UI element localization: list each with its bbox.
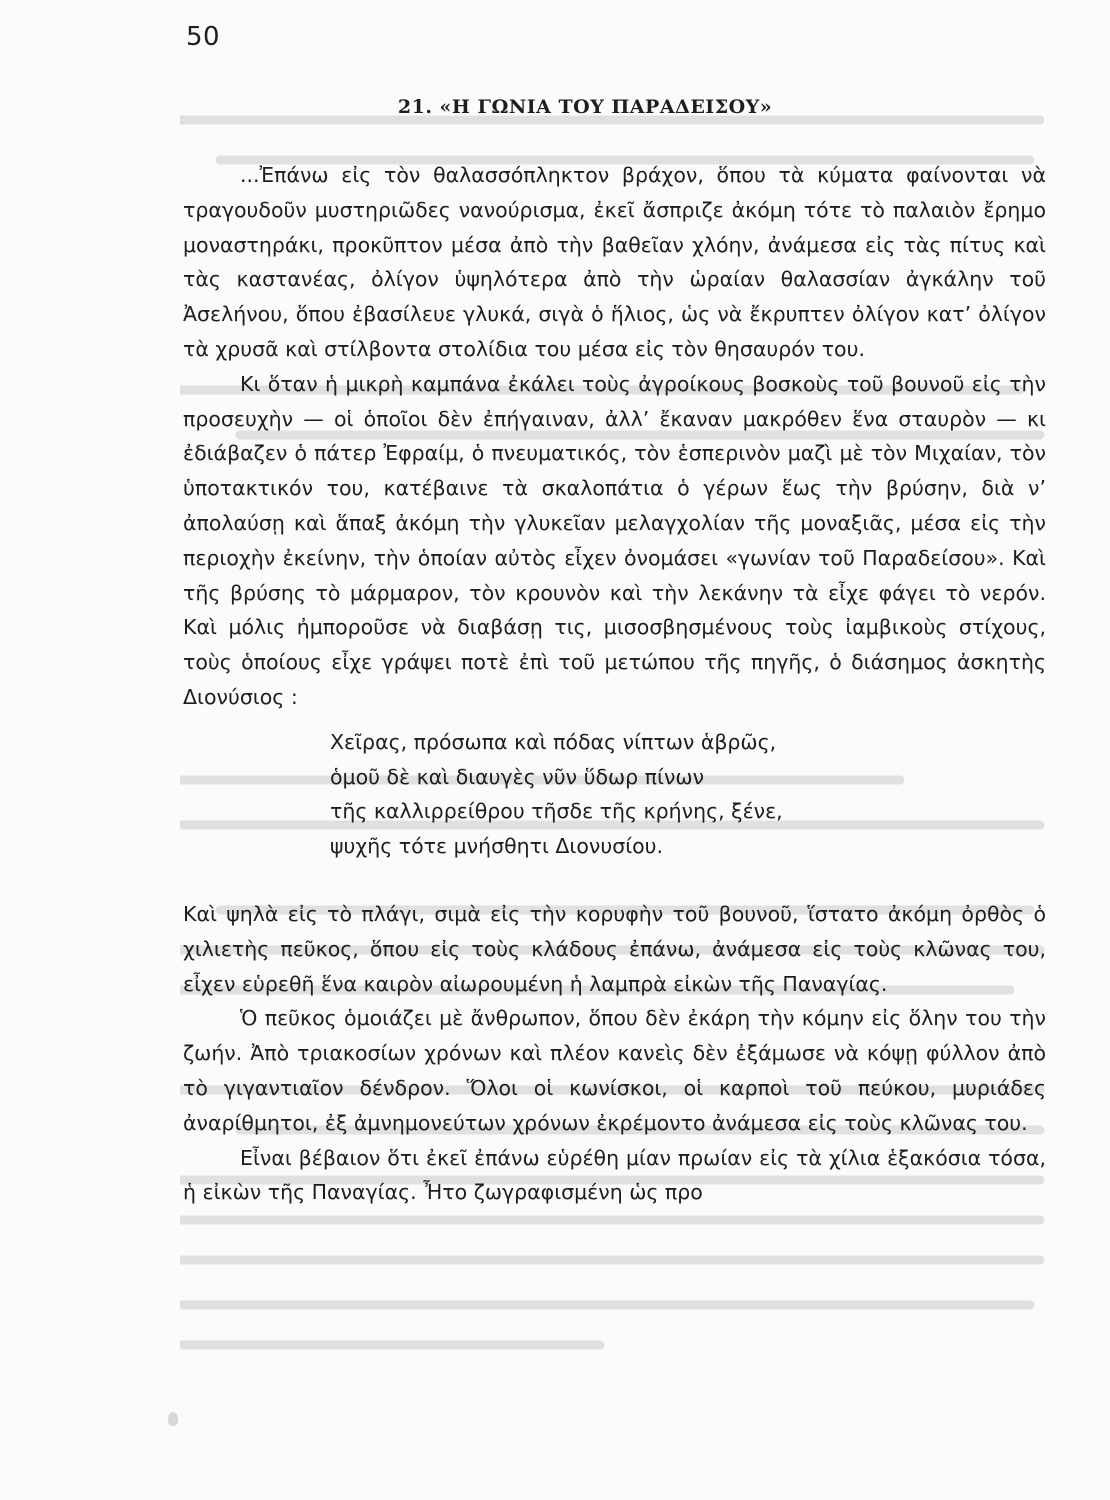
chapter-title: 21. «Η ΓΩΝΙΑ ΤΟΥ ΠΑΡΑΔΕΙΣΟΥ» [397, 96, 773, 118]
poem-line: ὁμοῦ δὲ καὶ διαυγὲς νῦν ὕδωρ πίνων [330, 764, 705, 789]
paragraph: ...Ἐπάνω εἰς τὸν θαλασσόπληκτον βράχον, ὅπου τὰ κύματα φαίνονται νὰ τραγουδοῦν μυστηριῶδες νανούρισμα, ἐκεῖ ἄσπριζε ἀκόμη τότε τὸ παλαιὸν ἔρημο μοναστηράκι, προκῦπτον μέσα ἀπὸ τὴν βαθεῖαν χλόην, ἀνάμεσα εἰς τὰς πίτυς καὶ τὰς καστανέας, ὀλίγον ὑψηλότερα ἀπὸ τὴν ὡραίαν θαλασσίαν ἀγκάλην τοῦ Ἀσελήνου, ὅπου ἐβασίλευε γλυκά, σιγὰ ὁ ἥλιος, ὡς νὰ ἔκρυπτεν ὀλίγον κατ’ ὀλίγον τὰ χρυσᾶ καὶ στίλβοντα στολίδια του μέσα εἰς τὸν θησαυρόν του. [183, 163, 1046, 361]
poem-line: ψυχῆς τότε μνήσθητι Διονυσίου. [330, 834, 664, 859]
paragraph: Κι ὅταν ἡ μικρὴ καμπάνα ἐκάλει τοὺς ἀγροίκους βοσκοὺς τοῦ βουνοῦ εἰς τὴν προσευχὴν — οἱ ὁποῖοι δὲν ἐπήγαιναν, ἀλλ’ ἔκαναν μακρόθεν ἕνα σταυρὸν — κι ἐδιάβαζεν ὁ πάτερ Ἐφραίμ, ὁ πνευματικός, τὸν ἑσπερινὸν μαζὶ μὲ τὸν Μιχαίαν, τὸν ὑποτακτικόν του, κατέβαινε τὰ σκαλοπάτια ὁ γέρων ἕως τὴν βρύσην, διὰ ν’ ἀπολαύσῃ καὶ ἅπαξ ἀκόμη τὴν γλυκεῖαν μελαγχολίαν τῆς μοναξιᾶς, μέσα εἰς τὴν περιοχὴν ἐκείνην, τὴν ὁποίαν αὐτὸς εἶχεν ὀνομάσει «γωνίαν τοῦ Παραδείσου». Καὶ τῆς βρύσης τὸ μάρμαρον, τὸν κρουνὸν καὶ τὴν λεκάνην τὰ εἶχε φάγει τὸ νερόν. Καὶ μόλις ἠμποροῦσε νὰ διαβάσῃ τις, μισοσβησμένους τοὺς ἰαμβικοὺς στίχους, τοὺς ὁποίους εἶχε γράψει ποτὲ ἐπὶ τοῦ μετώπου τῆς πηγῆς, ὁ διάσημος ἀσκητὴς Διονύσιος : [183, 371, 1046, 709]
body-text [183, 158, 1046, 1210]
paragraph: Ὁ πεῦκος ὁμοιάζει μὲ ἄνθρωπον, ὅπου δὲν ἐκάρη τὴν κόμην εἰς ὅλην του τὴν ζωήν. Ἀπὸ τριακοσίων χρόνων καὶ πλέον κανεὶς δὲν ἐξάμωσε νὰ κόψῃ φύλλον ἀπὸ τὸ γιγαντιαῖον δένδρον. Ὅλοι οἱ κωνίσκοι, οἱ καρποὶ τοῦ πεύκου, μυριάδες ἀναρίθμητοι, ἐξ ἀμνημονεύτων χρόνων ἐκρέμοντο ἀνάμεσα εἰς τοὺς κλῶνας του. [183, 1006, 1046, 1135]
paragraph: Εἶναι βέβαιον ὅτι ἐκεῖ ἐπάνω εὑρέθη μίαν πρωίαν εἰς τὰ χίλια ἑξακόσια τόσα, ἡ εἰκὼν τῆς Παναγίας. Ἦτο ζωγραφισμένη ὡς προ [183, 1145, 1046, 1205]
inscription-poem [330, 725, 1046, 864]
poem-line: τῆς καλλιρρείθρου τῆσδε τῆς κρήνης, ξένε, [330, 799, 783, 824]
paragraph: Καὶ ψηλὰ εἰς τὸ πλάγι, σιμὰ εἰς τὴν κορυφὴν τοῦ βουνοῦ, ἵστατο ἀκόμη ὀρθὸς ὁ χιλιετὴς πεῦκος, ὅπου εἰς τοὺς κλάδους ἐπάνω, ἀνάμεσα εἰς τοὺς κλῶνας του, εἶχεν εὑρεθῆ ἕνα καιρὸν αἰωρουμένη ἡ λαμπρὰ εἰκὼν τῆς Παναγίας. [183, 901, 1046, 996]
poem-line: Χεῖρας, πρόσωπα καὶ πόδας νίπτων ἁβρῶς, [330, 729, 777, 754]
page-number: 50 [186, 22, 221, 52]
ink-smudge [168, 1412, 178, 1426]
